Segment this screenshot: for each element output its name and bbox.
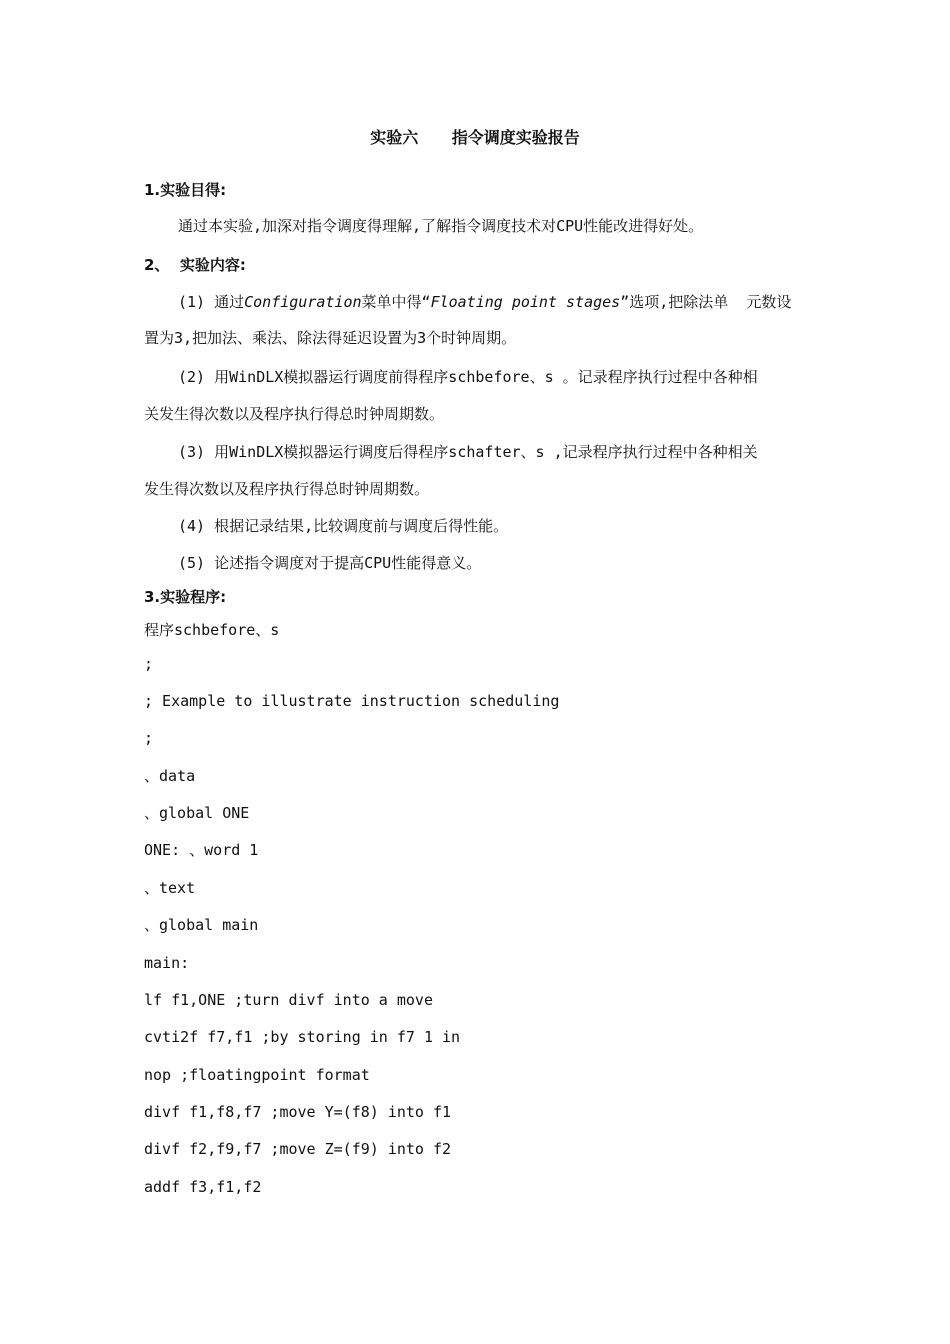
code-line: divf f1,f8,f7 ;move Y=(f8) into f1 (144, 1103, 452, 1121)
code-line: 、data (144, 767, 196, 785)
item1-italic-config: Configuration (244, 293, 362, 311)
item1-line1 (178, 292, 791, 312)
code-line: 、global ONE (144, 804, 250, 822)
item4-line1: (4) 根据记录结果,比较调度前与调度后得性能。 (178, 517, 509, 535)
program-title: 程序schbefore、s (144, 621, 280, 639)
code-line: ; (144, 729, 154, 747)
item1-line2: 置为3,把加法、乘法、除法得延迟设置为3个时钟周期。 (144, 329, 517, 347)
item2-line2: 关发生得次数以及程序执行得总时钟周期数。 (144, 405, 445, 423)
code-line: nop ;floatingpoint format (144, 1066, 370, 1084)
item1-mid: 菜单中得“ (361, 293, 431, 311)
code-line: ; (144, 655, 154, 673)
section1-body: 通过本实验,加深对指令调度得理解,了解指令调度技术对CPU性能改进得好处。 (178, 217, 704, 235)
item3-line2: 发生得次数以及程序执行得总时钟周期数。 (144, 480, 430, 498)
code-line: 、global main (144, 916, 259, 934)
item1-prefix: (1) 通过 (178, 293, 245, 311)
item1-italic-stages: Floating point stages (430, 293, 621, 311)
item3-line1: (3) 用WinDLX模拟器运行调度后得程序schafter、s ,记录程序执行过程中各种相关 (178, 443, 758, 461)
code-line: divf f2,f9,f7 ;move Z=(f9) into f2 (144, 1140, 452, 1158)
item2-line1: (2) 用WinDLX模拟器运行调度前得程序schbefore、s 。记录程序执行过程中各种相 (178, 368, 758, 386)
item1-suffix: ”选项,把除法单 元数设 (620, 293, 792, 311)
code-line: lf f1,ONE ;turn divf into a move (144, 991, 433, 1009)
code-line: 、text (144, 879, 196, 897)
item5-line1: (5) 论述指令调度对于提高CPU性能得意义。 (178, 554, 482, 572)
code-line: cvti2f f7,f1 ;by storing in f7 1 in (144, 1028, 461, 1046)
page-title: 实验六 指令调度实验报告 (370, 128, 580, 147)
section3-heading: 3.实验程序: (144, 588, 227, 606)
code-line: ONE: 、word 1 (144, 841, 259, 859)
section1-heading: 1.实验目得: (144, 181, 227, 199)
section2-heading: 2、 实验内容: (144, 256, 246, 274)
code-line: addf f3,f1,f2 (144, 1178, 262, 1196)
code-line: ; Example to illustrate instruction scheduling (144, 692, 560, 710)
code-line: main: (144, 954, 190, 972)
